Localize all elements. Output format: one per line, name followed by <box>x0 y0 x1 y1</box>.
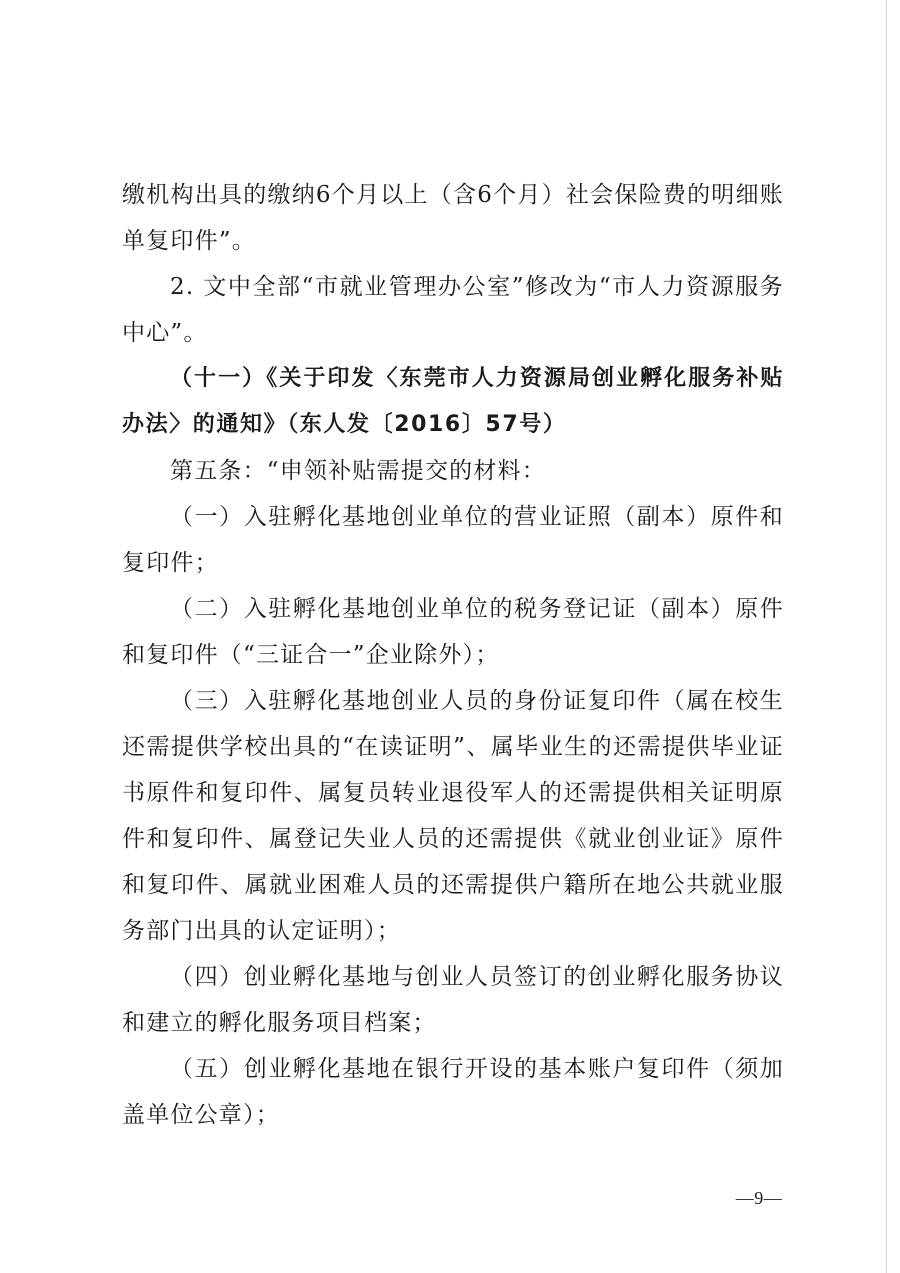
paragraph-continuation: 缴机构出具的缴纳6个月以上（含6个月）社会保险费的明细账单复印件”。 <box>122 182 784 254</box>
paragraph-material-5: （五）创业孵化基地在银行开设的基本账户复印件（须加盖单位公章）； <box>122 1056 784 1128</box>
paragraph-material-3: （三）入驻孵化基地创业人员的身份证复印件（属在校生还需提供学校出具的“在读证明”、属毕业生的还需提供毕业证书原件和复印件、属复员转业退役军人的还需提供相关证明原件和复印件、属登记失业人员的还需提供《就业创业证》原件和复印件、属就业困难人员的还需提供户籍所在地公共就业服务部门出具的认定证明）； <box>122 688 784 944</box>
paragraph-article-5: 第五条：“申领补贴需提交的材料： <box>170 458 546 484</box>
scan-edge-line <box>886 0 887 1273</box>
section-heading: （十一）《关于印发〈东莞市人力资源局创业孵化服务补贴办法〉的通知》（东人发〔2016〕57号） <box>122 366 784 437</box>
page-number: —9— <box>735 1188 783 1208</box>
paragraph-item-2: 2. 文中全部“市就业管理办公室”修改为“市人力资源服务中心”。 <box>122 274 784 346</box>
document-body <box>122 172 784 1138</box>
paragraph-material-1: （一）入驻孵化基地创业单位的营业证照（副本）原件和复印件； <box>122 504 784 576</box>
paragraph-material-2: （二）入驻孵化基地创业单位的税务登记证（副本）原件和复印件（“三证合一”企业除外）； <box>122 596 784 668</box>
paragraph-material-4: （四）创业孵化基地与创业人员签订的创业孵化服务协议和建立的孵化服务项目档案； <box>122 964 784 1036</box>
